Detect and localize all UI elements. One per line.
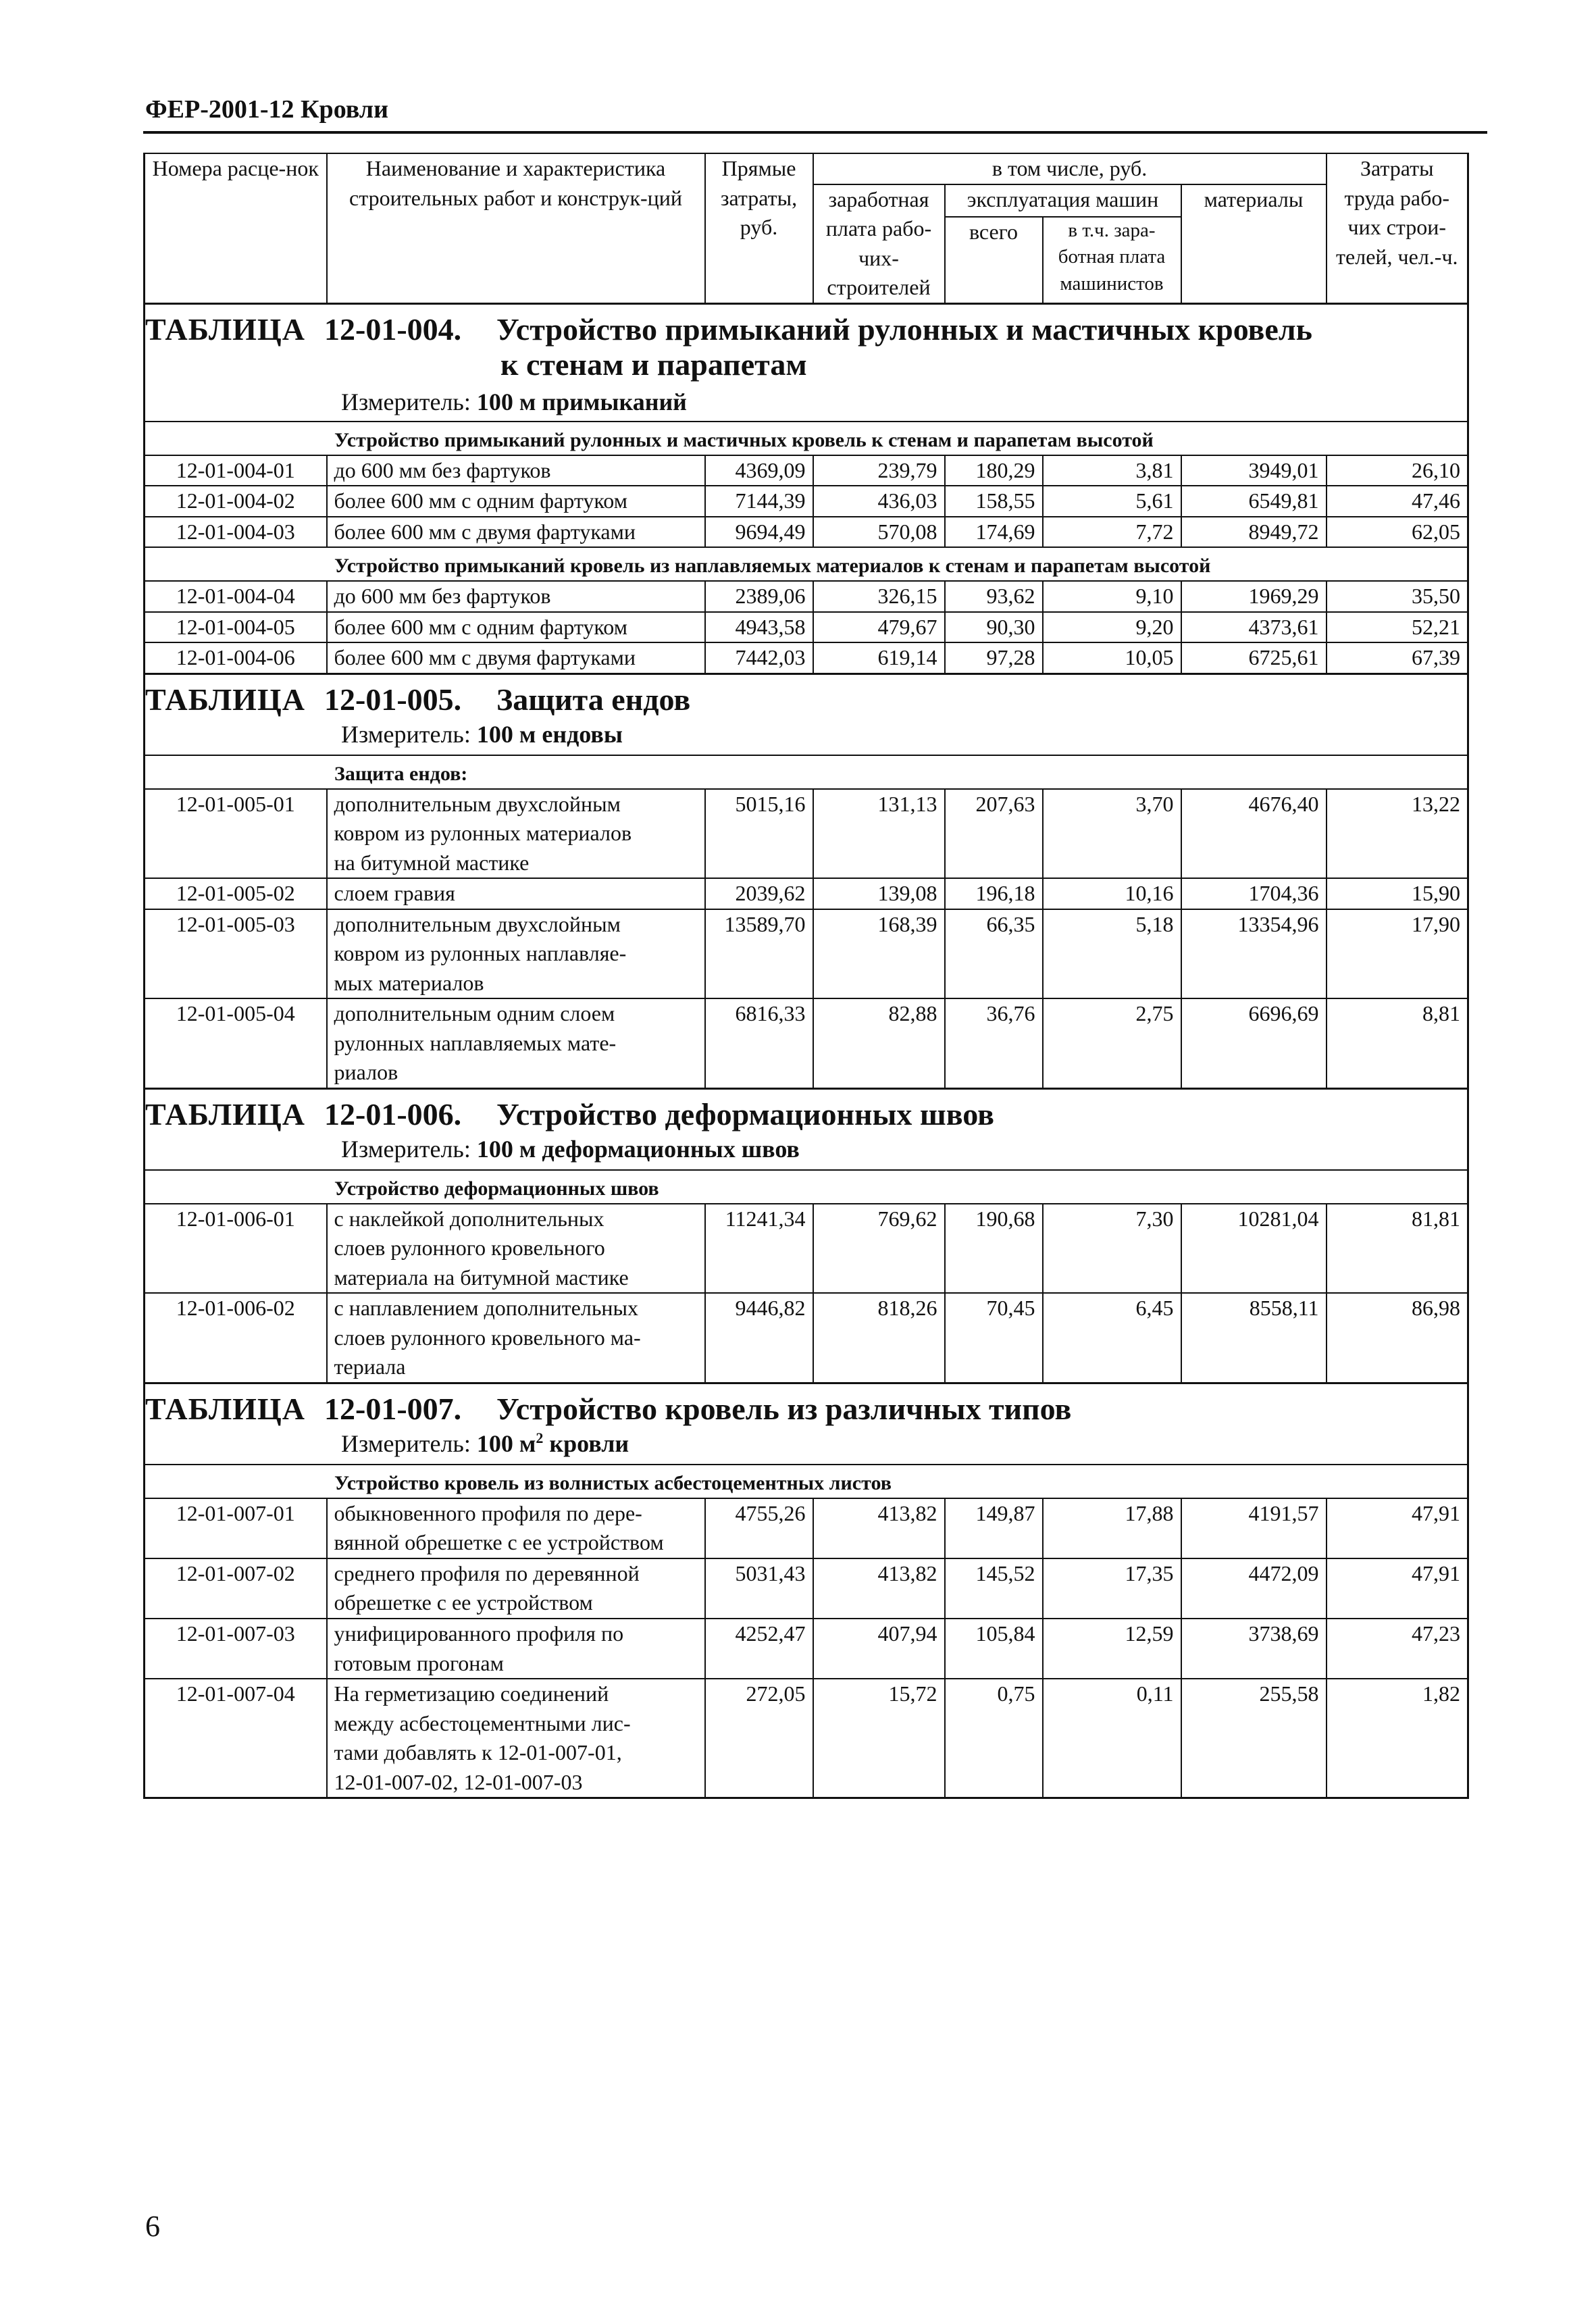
direct-cost: 272,05 — [705, 1679, 813, 1798]
materials-value: 6725,61 — [1181, 642, 1327, 673]
table-label: ТАБЛИЦА — [145, 311, 305, 347]
machines-wages-value: 3,70 — [1043, 789, 1181, 879]
unit-label: Измеритель: — [341, 1135, 471, 1163]
group-header-row — [145, 755, 1468, 789]
table-row — [145, 1619, 1468, 1679]
group-title: Устройство примыканий рулонных и мастичных кровель к стенам и парапетам высотой — [145, 422, 1468, 455]
table-body — [145, 303, 1468, 1798]
unit-value: 100 м ендовы — [476, 720, 623, 748]
table-row — [145, 1679, 1468, 1798]
rate-code: 12-01-004-06 — [145, 642, 327, 673]
materials-value: 255,58 — [1181, 1679, 1327, 1798]
direct-cost: 7442,03 — [705, 642, 813, 673]
machines-total-value: 90,30 — [945, 612, 1043, 643]
machines-total-value: 196,18 — [945, 878, 1043, 909]
rate-name — [327, 1204, 705, 1294]
table-row — [145, 1293, 1468, 1383]
machines-total-value: 174,69 — [945, 517, 1043, 548]
machines-wages-value: 9,20 — [1043, 612, 1181, 643]
machines-total-value: 70,45 — [945, 1293, 1043, 1383]
rate-name-line: дополнительным одним слоем — [334, 1001, 615, 1026]
table-code: 12-01-007. — [324, 1391, 462, 1426]
labor-value: 35,50 — [1327, 581, 1468, 612]
rate-name-line: обрешетке с ее устройством — [334, 1590, 593, 1615]
materials-value: 8558,11 — [1181, 1293, 1327, 1383]
rate-name-line: унифицированного профиля по — [334, 1621, 624, 1646]
machines-wages-value: 17,35 — [1043, 1558, 1181, 1619]
rate-code: 12-01-007-01 — [145, 1498, 327, 1558]
table-label: ТАБЛИЦА — [145, 1096, 305, 1132]
rate-name-line: тами добавлять к 12-01-007-01, — [334, 1740, 622, 1765]
unit-value: 100 м примыканий — [476, 388, 687, 415]
col-header-labor: Затраты труда рабо-чих строи-телей, чел.-ч. — [1327, 153, 1468, 303]
materials-value: 6549,81 — [1181, 486, 1327, 517]
direct-cost: 4755,26 — [705, 1498, 813, 1558]
wages-value: 769,62 — [813, 1204, 945, 1294]
rate-name: более 600 мм с одним фартуком — [327, 486, 705, 517]
unit-line — [341, 718, 623, 751]
direct-cost: 4369,09 — [705, 455, 813, 486]
direct-cost: 4943,58 — [705, 612, 813, 643]
unit-line — [341, 1133, 800, 1166]
table-title: Устройство кровель из различных типов — [496, 1391, 1072, 1426]
table-label: ТАБЛИЦА — [145, 1391, 305, 1426]
rate-name-line: слоев рулонного кровельного — [334, 1236, 605, 1261]
rate-code: 12-01-005-01 — [145, 789, 327, 879]
rate-name-line: рулонных наплавляемых мате- — [334, 1030, 617, 1055]
col-header-name: Наименование и характеристика строительных работ и конструк-ций — [327, 153, 705, 303]
rate-name: до 600 мм без фартуков — [327, 455, 705, 486]
wages-value: 570,08 — [813, 517, 945, 548]
rate-name: более 600 мм с одним фартуком — [327, 612, 705, 643]
labor-value: 86,98 — [1327, 1293, 1468, 1383]
rate-name: более 600 мм с двумя фартуками — [327, 642, 705, 673]
rate-name-line: с наклейкой дополнительных — [334, 1206, 604, 1231]
group-header-row — [145, 1170, 1468, 1204]
col-header-direct: Прямые затраты, руб. — [705, 153, 813, 303]
rate-name-line: 12-01-007-02, 12-01-007-03 — [334, 1769, 583, 1794]
rate-name-line: среднего профиля по деревянной — [334, 1560, 640, 1585]
rate-name-line: мых материалов — [334, 970, 484, 995]
rate-name — [327, 789, 705, 879]
table-row — [145, 1204, 1468, 1294]
group-header-row — [145, 422, 1468, 455]
machines-total-value: 105,84 — [945, 1619, 1043, 1679]
wages-value: 413,82 — [813, 1498, 945, 1558]
direct-cost: 2389,06 — [705, 581, 813, 612]
direct-cost: 11241,34 — [705, 1204, 813, 1294]
machines-wages-value: 7,72 — [1043, 517, 1181, 548]
rate-name-line: териала — [334, 1354, 406, 1379]
table-row — [145, 612, 1468, 643]
rate-name — [327, 1679, 705, 1798]
wages-value: 407,94 — [813, 1619, 945, 1679]
rate-code: 12-01-007-02 — [145, 1558, 327, 1619]
group-header-row — [145, 547, 1468, 581]
wages-value: 479,67 — [813, 612, 945, 643]
unit-line — [341, 1427, 629, 1460]
labor-value: 8,81 — [1327, 998, 1468, 1088]
unit-tail: кровли — [549, 1429, 629, 1457]
col-header-machines: эксплуатация машин — [945, 184, 1181, 217]
direct-cost: 13589,70 — [705, 909, 813, 999]
direct-cost: 4252,47 — [705, 1619, 813, 1679]
rate-code: 12-01-004-02 — [145, 486, 327, 517]
machines-total-value: 158,55 — [945, 486, 1043, 517]
rate-name-line: на битумной мастике — [334, 850, 530, 875]
materials-value: 4191,57 — [1181, 1498, 1327, 1558]
rate-code: 12-01-004-01 — [145, 455, 327, 486]
rate-name-line: между асбестоцементными лис- — [334, 1710, 631, 1735]
machines-total-value: 190,68 — [945, 1204, 1043, 1294]
machines-wages-value: 12,59 — [1043, 1619, 1181, 1679]
table-row — [145, 486, 1468, 517]
unit-superscript: 2 — [536, 1429, 544, 1446]
table-title: Устройство деформационных швов — [496, 1096, 994, 1132]
rate-code: 12-01-007-03 — [145, 1619, 327, 1679]
group-title: Устройство примыканий кровель из наплавляемых материалов к стенам и парапетам высотой — [145, 547, 1468, 581]
materials-value: 4373,61 — [1181, 612, 1327, 643]
wages-value: 619,14 — [813, 642, 945, 673]
labor-value: 52,21 — [1327, 612, 1468, 643]
labor-value: 17,90 — [1327, 909, 1468, 999]
direct-cost: 2039,62 — [705, 878, 813, 909]
machines-wages-value: 7,30 — [1043, 1204, 1181, 1294]
table-section-header — [145, 673, 1468, 755]
materials-value: 8949,72 — [1181, 517, 1327, 548]
direct-cost: 5031,43 — [705, 1558, 813, 1619]
wages-value: 436,03 — [813, 486, 945, 517]
wages-value: 326,15 — [813, 581, 945, 612]
unit-value: 100 м деформационных швов — [476, 1135, 800, 1163]
rate-name-line: слоем гравия — [334, 881, 455, 906]
machines-total-value: 0,75 — [945, 1679, 1043, 1798]
table-row — [145, 909, 1468, 999]
table-row — [145, 581, 1468, 612]
machines-wages-value: 17,88 — [1043, 1498, 1181, 1558]
labor-value: 47,91 — [1327, 1498, 1468, 1558]
materials-value: 1704,36 — [1181, 878, 1327, 909]
unit-label: Измеритель: — [341, 1429, 471, 1457]
group-header-row — [145, 1465, 1468, 1498]
machines-total-value: 207,63 — [945, 789, 1043, 879]
rate-name-line: ковром из рулонных наплавляе- — [334, 941, 627, 966]
table-section-header — [145, 303, 1468, 422]
materials-value: 3738,69 — [1181, 1619, 1327, 1679]
table-title-line2: к стенам и парапетам — [500, 347, 807, 382]
rate-name-line: слоев рулонного кровельного ма- — [334, 1325, 641, 1350]
rate-code: 12-01-005-02 — [145, 878, 327, 909]
direct-cost: 6816,33 — [705, 998, 813, 1088]
rate-name-line: готовым прогонам — [334, 1650, 504, 1675]
wages-value: 168,39 — [813, 909, 945, 999]
rate-name-line: с наплавлением дополнительных — [334, 1296, 639, 1321]
rate-code: 12-01-004-03 — [145, 517, 327, 548]
machines-wages-value: 3,81 — [1043, 455, 1181, 486]
wages-value: 239,79 — [813, 455, 945, 486]
unit-label: Измеритель: — [341, 388, 471, 415]
rate-name — [327, 1498, 705, 1558]
table-section-header — [145, 1088, 1468, 1170]
col-header-machines-total: всего — [945, 217, 1043, 303]
labor-value: 26,10 — [1327, 455, 1468, 486]
group-title: Защита ендов: — [145, 755, 1468, 789]
machines-wages-value: 9,10 — [1043, 581, 1181, 612]
col-header-machines-wages: в т.ч. зара-ботная плата машинистов — [1043, 217, 1181, 303]
group-title: Устройство кровель из волнистых асбестоцементных листов — [145, 1465, 1468, 1498]
rate-name — [327, 998, 705, 1088]
col-header-code: Номера расце-нок — [145, 153, 327, 303]
labor-value: 47,46 — [1327, 486, 1468, 517]
rate-name-line: вянной обрешетке с ее устройством — [334, 1530, 664, 1555]
wages-value: 131,13 — [813, 789, 945, 879]
wages-value: 82,88 — [813, 998, 945, 1088]
wages-value: 818,26 — [813, 1293, 945, 1383]
table-title: Устройство примыканий рулонных и мастичных кровель — [496, 311, 1312, 347]
machines-wages-value: 6,45 — [1043, 1293, 1181, 1383]
labor-value: 67,39 — [1327, 642, 1468, 673]
table-row — [145, 1498, 1468, 1558]
labor-value: 47,91 — [1327, 1558, 1468, 1619]
table-row — [145, 789, 1468, 879]
table-title: Защита ендов — [496, 682, 691, 717]
rate-name-line: ковром из рулонных материалов — [334, 821, 632, 846]
col-header-materials: материалы — [1181, 184, 1327, 304]
machines-total-value: 149,87 — [945, 1498, 1043, 1558]
machines-total-value: 36,76 — [945, 998, 1043, 1088]
labor-value: 15,90 — [1327, 878, 1468, 909]
rate-name — [327, 1293, 705, 1383]
rate-name: до 600 мм без фартуков — [327, 581, 705, 612]
rate-code: 12-01-004-05 — [145, 612, 327, 643]
materials-value: 4676,40 — [1181, 789, 1327, 879]
machines-wages-value: 10,05 — [1043, 642, 1181, 673]
machines-total-value: 180,29 — [945, 455, 1043, 486]
rate-code: 12-01-004-04 — [145, 581, 327, 612]
col-header-wages: заработная плата рабо-чих-строителей — [813, 184, 945, 304]
header-rule — [143, 131, 1487, 134]
rate-name-line: На герметизацию соединений — [334, 1681, 609, 1706]
rate-code: 12-01-006-02 — [145, 1293, 327, 1383]
table-row — [145, 998, 1468, 1088]
rate-name — [327, 878, 705, 909]
rate-code: 12-01-006-01 — [145, 1204, 327, 1294]
table-header — [145, 153, 1468, 303]
machines-wages-value: 10,16 — [1043, 878, 1181, 909]
page-header-title: ФЕР-2001-12 Кровли — [145, 95, 388, 124]
materials-value: 10281,04 — [1181, 1204, 1327, 1294]
machines-total-value: 97,28 — [945, 642, 1043, 673]
table-section-header — [145, 1383, 1468, 1465]
rate-name — [327, 1558, 705, 1619]
rate-name-line: обыкновенного профиля по дере- — [334, 1500, 642, 1525]
table-code: 12-01-006. — [324, 1096, 462, 1132]
machines-total-value: 66,35 — [945, 909, 1043, 999]
rate-name — [327, 909, 705, 999]
materials-value: 6696,69 — [1181, 998, 1327, 1088]
direct-cost: 5015,16 — [705, 789, 813, 879]
labor-value: 47,23 — [1327, 1619, 1468, 1679]
table-code: 12-01-005. — [324, 682, 462, 717]
wages-value: 15,72 — [813, 1679, 945, 1798]
materials-value: 4472,09 — [1181, 1558, 1327, 1619]
direct-cost: 7144,39 — [705, 486, 813, 517]
rate-code: 12-01-005-04 — [145, 998, 327, 1088]
col-header-including: в том числе, руб. — [813, 153, 1327, 184]
machines-wages-value: 5,61 — [1043, 486, 1181, 517]
unit-line — [341, 386, 687, 419]
labor-value: 62,05 — [1327, 517, 1468, 548]
rate-name — [327, 1619, 705, 1679]
machines-total-value: 93,62 — [945, 581, 1043, 612]
table-row — [145, 642, 1468, 673]
labor-value: 81,81 — [1327, 1204, 1468, 1294]
direct-cost: 9446,82 — [705, 1293, 813, 1383]
group-title: Устройство деформационных швов — [145, 1170, 1468, 1204]
labor-value: 13,22 — [1327, 789, 1468, 879]
materials-value: 1969,29 — [1181, 581, 1327, 612]
materials-value: 13354,96 — [1181, 909, 1327, 999]
machines-wages-value: 5,18 — [1043, 909, 1181, 999]
unit-label: Измеритель: — [341, 720, 471, 748]
machines-wages-value: 0,11 — [1043, 1679, 1181, 1798]
rate-name-line: риалов — [334, 1060, 398, 1085]
page-number: 6 — [145, 2210, 160, 2243]
rate-name-line: материала на битумной мастике — [334, 1265, 629, 1290]
table-code: 12-01-004. — [324, 311, 462, 347]
direct-cost: 9694,49 — [705, 517, 813, 548]
labor-value: 1,82 — [1327, 1679, 1468, 1798]
table-label: ТАБЛИЦА — [145, 682, 305, 717]
unit-value: 100 м — [476, 1429, 536, 1457]
rate-name: более 600 мм с двумя фартуками — [327, 517, 705, 548]
machines-total-value: 145,52 — [945, 1558, 1043, 1619]
rate-name-line: дополнительным двухслойным — [334, 791, 621, 816]
rate-name-line: дополнительным двухслойным — [334, 911, 621, 936]
rates-table — [143, 153, 1469, 1799]
rate-code: 12-01-007-04 — [145, 1679, 327, 1798]
materials-value: 3949,01 — [1181, 455, 1327, 486]
table-row — [145, 517, 1468, 548]
rate-code: 12-01-005-03 — [145, 909, 327, 999]
table-row — [145, 878, 1468, 909]
machines-wages-value: 2,75 — [1043, 998, 1181, 1088]
table-row — [145, 455, 1468, 486]
wages-value: 413,82 — [813, 1558, 945, 1619]
table-row — [145, 1558, 1468, 1619]
wages-value: 139,08 — [813, 878, 945, 909]
